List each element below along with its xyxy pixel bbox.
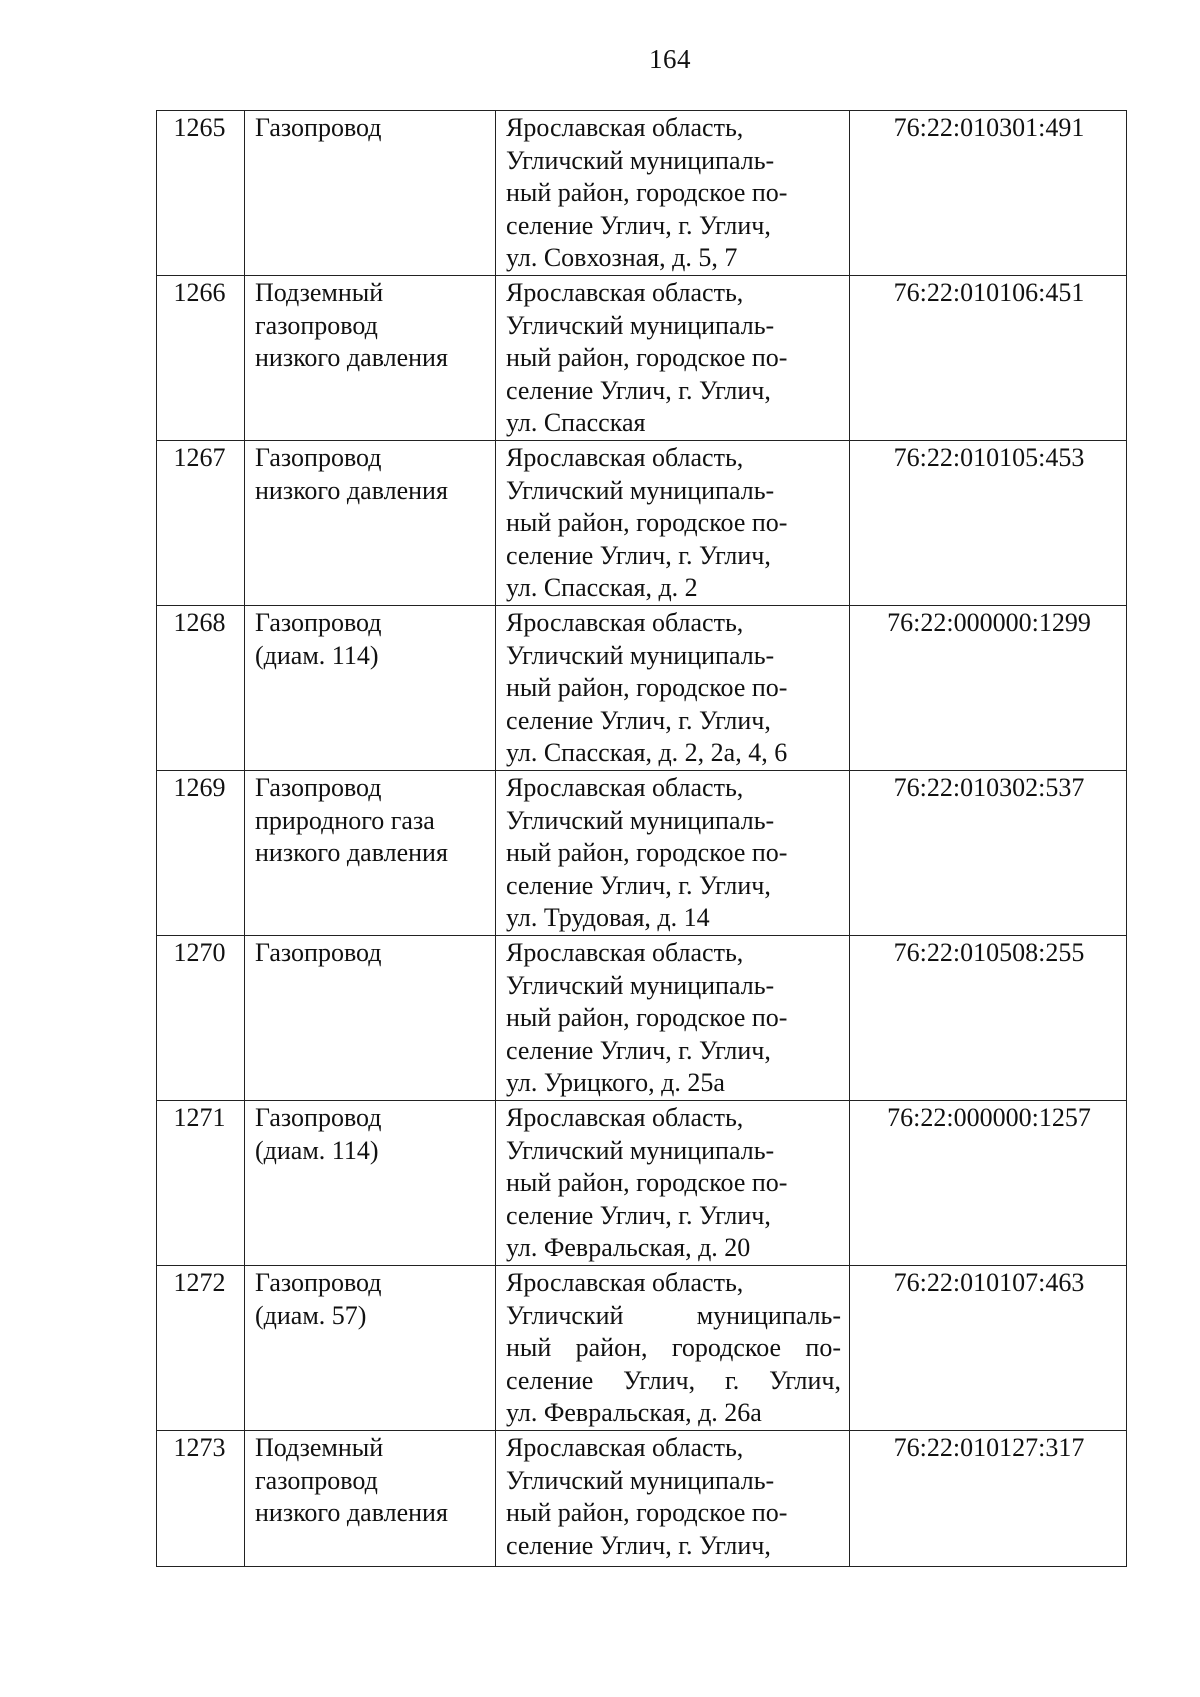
address-line: селение Углич, г. Углич, — [506, 210, 771, 240]
cadastral-number-cell — [850, 111, 1127, 276]
address-cell — [496, 771, 850, 936]
address-cell — [496, 1431, 850, 1567]
table-row — [157, 606, 1127, 771]
object-name-cell — [245, 606, 496, 771]
table-row — [157, 771, 1127, 936]
object-name-cell — [245, 276, 496, 441]
row-number: 1267 — [173, 443, 226, 472]
address-line: Ярославская область, — [506, 773, 744, 802]
cadastral-number-cell — [850, 771, 1127, 936]
row-number: 1271 — [173, 1103, 226, 1132]
object-name-line: (диам. 114) — [255, 640, 379, 670]
cadastral-number: 76:22:010508:255 — [893, 938, 1085, 967]
address-line: ул. Спасская, д. 2 — [506, 573, 698, 602]
address-line: Угличский муниципаль- — [506, 145, 775, 175]
page-number: 164 — [649, 44, 691, 74]
object-name-line: Газопровод — [255, 608, 382, 637]
row-number-cell — [157, 441, 245, 606]
registry-table-body — [157, 111, 1127, 1567]
object-name-cell — [245, 1101, 496, 1266]
cadastral-number-cell — [850, 441, 1127, 606]
address-cell — [496, 111, 850, 276]
cadastral-number: 76:22:000000:1299 — [887, 608, 1091, 637]
cadastral-number: 76:22:010127:317 — [893, 1433, 1085, 1462]
cadastral-number-cell — [850, 1101, 1127, 1266]
address-line: селение Углич, г. Углич, — [506, 1035, 771, 1065]
address-line: селение Углич, г. Углич, — [506, 870, 771, 900]
address-line: ный район, городское по- — [506, 1333, 841, 1362]
cadastral-number: 76:22:010105:453 — [893, 443, 1085, 472]
address-cell — [496, 1266, 850, 1431]
address-line: ул. Февральская, д. 20 — [506, 1233, 751, 1262]
address-line: ул. Спасская, д. 2, 2а, 4, 6 — [506, 738, 788, 767]
address-line: ный район, городское по- — [506, 343, 788, 372]
object-name-line: Газопровод — [255, 443, 382, 472]
row-number: 1265 — [173, 113, 226, 142]
address-line: ный район, городское по- — [506, 673, 788, 702]
address-line: селение Углич, г. Углич, — [506, 540, 771, 570]
object-name-line: Подземный — [255, 1433, 384, 1462]
cadastral-number: 76:22:010107:463 — [893, 1268, 1085, 1297]
cadastral-number-cell — [850, 1266, 1127, 1431]
address-cell — [496, 276, 850, 441]
object-name-cell — [245, 936, 496, 1101]
object-name-line: низкого давления — [255, 838, 448, 867]
address-line: Ярославская область, — [506, 1103, 744, 1132]
object-name-line: низкого давления — [255, 1498, 448, 1527]
table-row — [157, 1101, 1127, 1266]
address-line: селение Углич, г. Углич, — [506, 375, 771, 405]
table-row — [157, 1266, 1127, 1431]
row-number-cell — [157, 1431, 245, 1567]
object-name-line: Газопровод — [255, 938, 382, 967]
object-name-line: Газопровод — [255, 113, 382, 142]
address-line: ул. Февральская, д. 26а — [506, 1398, 762, 1427]
object-name-line: низкого давления — [255, 475, 448, 505]
table-row — [157, 441, 1127, 606]
address-line: ный район, городское по- — [506, 178, 788, 207]
address-line: Угличский муниципаль- — [506, 1300, 841, 1330]
object-name-line: низкого давления — [255, 343, 448, 372]
address-line: ный район, городское по- — [506, 1003, 788, 1032]
address-line: Ярославская область, — [506, 113, 744, 142]
address-line: ный район, городское по- — [506, 508, 788, 537]
object-name-line: Газопровод — [255, 1268, 382, 1297]
cadastral-number-cell — [850, 276, 1127, 441]
address-line: Угличский муниципаль- — [506, 475, 775, 505]
cadastral-number: 76:22:010301:491 — [893, 113, 1085, 142]
object-name-cell — [245, 111, 496, 276]
cadastral-number: 76:22:010106:451 — [893, 278, 1085, 307]
object-name-line: Подземный — [255, 278, 384, 307]
row-number-cell — [157, 1101, 245, 1266]
address-cell — [496, 1101, 850, 1266]
row-number: 1273 — [173, 1433, 226, 1462]
object-name-cell — [245, 1266, 496, 1431]
cadastral-number-cell — [850, 606, 1127, 771]
row-number-cell — [157, 771, 245, 936]
address-line: Ярославская область, — [506, 938, 744, 967]
object-name-cell — [245, 771, 496, 936]
table-row — [157, 936, 1127, 1101]
object-name-line: (диам. 57) — [255, 1300, 367, 1330]
cadastral-number-cell — [850, 936, 1127, 1101]
address-line: Угличский муниципаль- — [506, 1135, 775, 1165]
row-number: 1266 — [173, 278, 226, 307]
object-name-line: природного газа — [255, 805, 435, 835]
object-name-line: газопровод — [255, 310, 378, 340]
address-line: Угличский муниципаль- — [506, 805, 775, 835]
table-row — [157, 111, 1127, 276]
address-line: ный район, городское по- — [506, 1498, 788, 1527]
address-cell — [496, 441, 850, 606]
address-cell — [496, 606, 850, 771]
address-line: селение Углич, г. Углич, — [506, 1200, 771, 1230]
row-number-cell — [157, 111, 245, 276]
table-row — [157, 1431, 1127, 1567]
object-name-line: (диам. 114) — [255, 1135, 379, 1165]
address-line: ный район, городское по- — [506, 838, 788, 867]
object-name-line: Газопровод — [255, 773, 382, 802]
row-number-cell — [157, 1266, 245, 1431]
row-number: 1272 — [173, 1268, 226, 1297]
row-number: 1270 — [173, 938, 226, 967]
row-number-cell — [157, 276, 245, 441]
row-number: 1269 — [173, 773, 226, 802]
address-cell — [496, 936, 850, 1101]
address-line: Угличский муниципаль- — [506, 1465, 775, 1495]
address-line: ул. Спасская — [506, 408, 646, 437]
object-name-cell — [245, 1431, 496, 1567]
address-line: Ярославская область, — [506, 608, 744, 637]
address-line: селение Углич, г. Углич, — [506, 1530, 771, 1560]
address-line: Угличский муниципаль- — [506, 970, 775, 1000]
object-name-line: Газопровод — [255, 1103, 382, 1132]
address-line: Ярославская область, — [506, 1268, 744, 1297]
object-name-cell — [245, 441, 496, 606]
address-line: Ярославская область, — [506, 443, 744, 472]
cadastral-number: 76:22:000000:1257 — [887, 1103, 1091, 1132]
cadastral-number: 76:22:010302:537 — [893, 773, 1085, 802]
address-line: ный район, городское по- — [506, 1168, 788, 1197]
address-line: Ярославская область, — [506, 278, 744, 307]
row-number-cell — [157, 936, 245, 1101]
address-line: Угличский муниципаль- — [506, 640, 775, 670]
row-number: 1268 — [173, 608, 226, 637]
table-row — [157, 276, 1127, 441]
address-line: ул. Трудовая, д. 14 — [506, 903, 710, 932]
object-name-line: газопровод — [255, 1465, 378, 1495]
registry-table — [156, 110, 1127, 1567]
address-line: селение Углич, г. Углич, — [506, 705, 771, 735]
address-line: ул. Урицкого, д. 25а — [506, 1068, 725, 1097]
address-line: селение Углич, г. Углич, — [506, 1365, 841, 1395]
address-line: ул. Совхозная, д. 5, 7 — [506, 243, 738, 272]
address-line: Ярославская область, — [506, 1433, 744, 1462]
row-number-cell — [157, 606, 245, 771]
address-line: Угличский муниципаль- — [506, 310, 775, 340]
cadastral-number-cell — [850, 1431, 1127, 1567]
